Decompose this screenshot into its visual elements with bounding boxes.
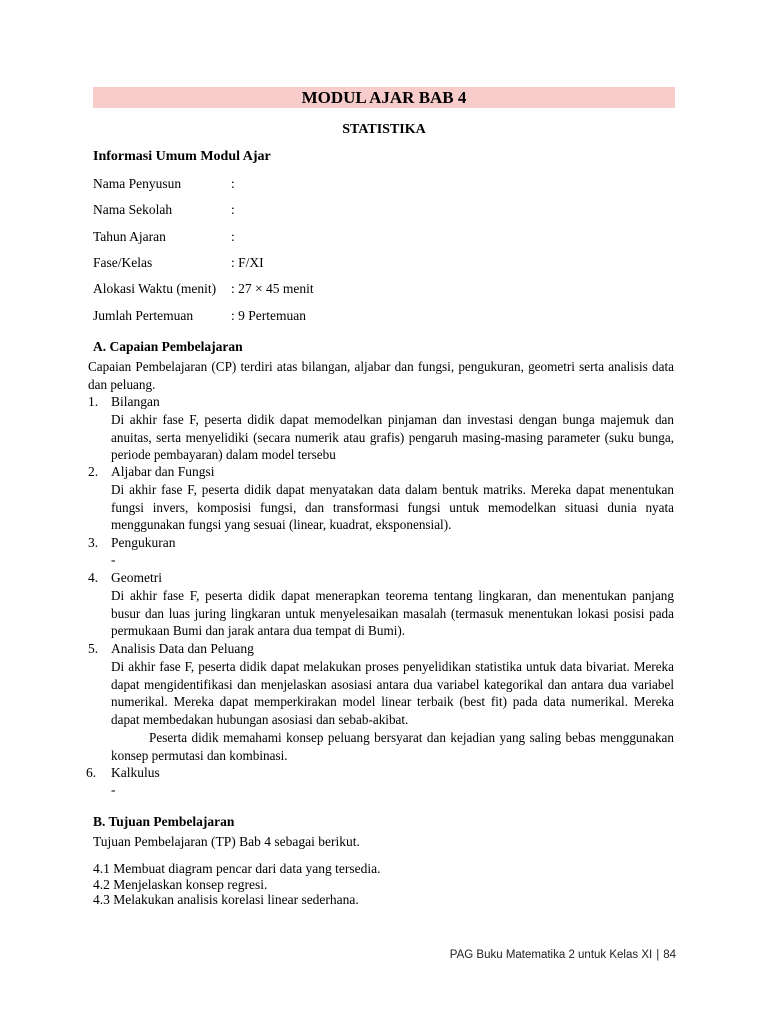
info-label: Nama Sekolah	[93, 202, 173, 217]
list-number: 2.	[88, 464, 99, 479]
list-number: 5.	[88, 641, 99, 656]
section-a-heading: A. Capaian Pembelajaran	[93, 339, 243, 354]
list-number: 4.	[88, 570, 99, 585]
list-body: -	[111, 782, 116, 797]
module-title: MODUL AJAR BAB 4	[301, 88, 467, 107]
info-heading: Informasi Umum Modul Ajar	[93, 149, 271, 164]
info-label: Fase/Kelas	[93, 255, 153, 270]
section-b-heading: B. Tujuan Pembelajaran	[93, 814, 235, 829]
objective-item: 4.2 Menjelaskan konsep regresi.	[93, 877, 268, 892]
list-number: 1.	[88, 394, 99, 409]
info-label: Nama Penyusun	[93, 176, 182, 191]
info-value: : 9 Pertemuan	[231, 308, 306, 323]
info-value: : F/XI	[231, 255, 264, 270]
list-number: 6.	[86, 765, 97, 780]
footer-separator: |	[656, 949, 660, 961]
page-footer	[450, 949, 676, 961]
section-b-intro: Tujuan Pembelajaran (TP) Bab 4 sebagai berikut.	[93, 834, 360, 849]
list-body: Di akhir fase F, peserta didik dapat melakukan proses penyelidikan statistika untuk data bivariat. Mereka dapat mengidentifikasi dan menjelaskan asosiasi antara dua variabel kategorikal dan antara dua variabel numerikal. Mereka dapat memperkirakan model linear terbaik (best fit) pada data numerikal. Mereka dapat membedakan hubungan asosiasi dan sebab-akibat.	[111, 659, 674, 727]
objective-item: 4.3 Melakukan analisis korelasi linear sederhana.	[93, 892, 359, 907]
info-label: Alokasi Waktu (menit)	[93, 281, 217, 296]
info-label: Jumlah Pertemuan	[93, 308, 194, 323]
chapter-subtitle: STATISTIKA	[342, 122, 426, 137]
list-number: 3.	[88, 535, 99, 550]
info-value: :	[231, 229, 235, 244]
list-body: Di akhir fase F, peserta didik dapat memodelkan pinjaman dan investasi dengan bunga majemuk dan anuitas, serta menyelidiki (secara numerik atau grafis) pengaruh masing-masing parameter (suku bunga, periode pembayaran) dalam model tersebu	[111, 412, 674, 463]
info-value: :	[231, 202, 235, 217]
info-value: :	[231, 176, 235, 191]
objective-item: 4.1 Membuat diagram pencar dari data yang tersedia.	[93, 861, 381, 876]
list-title: Pengukuran	[111, 535, 176, 550]
list-body: Peserta didik memahami konsep peluang bersyarat dan kejadian yang saling bebas menggunakan konsep permutasi dan kombinasi.	[111, 730, 674, 763]
list-body: -	[111, 552, 116, 567]
page-number: 84	[663, 949, 676, 961]
list-title: Kalkulus	[111, 765, 160, 780]
info-label: Tahun Ajaran	[93, 229, 166, 244]
module-title-bar	[93, 87, 675, 108]
footer-book-title: PAG Buku Matematika 2 untuk Kelas XI	[449, 949, 653, 961]
list-body: Di akhir fase F, peserta didik dapat menyatakan data dalam bentuk matriks. Mereka dapat menentukan fungsi invers, komposisi fungsi, dan transformasi fungsi untuk memodelkan situasi dunia nyata menggunakan fungsi yang sesuai (linear, kuadrat, eksponensial).	[111, 482, 674, 533]
list-body: Di akhir fase F, peserta didik dapat menerapkan teorema tentang lingkaran, dan menentukan panjang busur dan luas juring lingkaran untuk menyelesaikan masalah (termasuk menentukan lokasi posisi pada permukaan Bumi dan jarak antara dua tempat di Bumi).	[111, 588, 674, 639]
info-value: : 27 × 45 menit	[231, 281, 314, 296]
list-title: Bilangan	[111, 394, 160, 409]
list-title: Analisis Data dan Peluang	[111, 641, 254, 656]
list-title: Geometri	[111, 570, 162, 585]
section-a-intro: Capaian Pembelajaran (CP) terdiri atas bilangan, aljabar dan fungsi, pengukuran, geometri serta analisis data dan peluang.	[88, 359, 674, 392]
list-title: Aljabar dan Fungsi	[111, 464, 215, 479]
